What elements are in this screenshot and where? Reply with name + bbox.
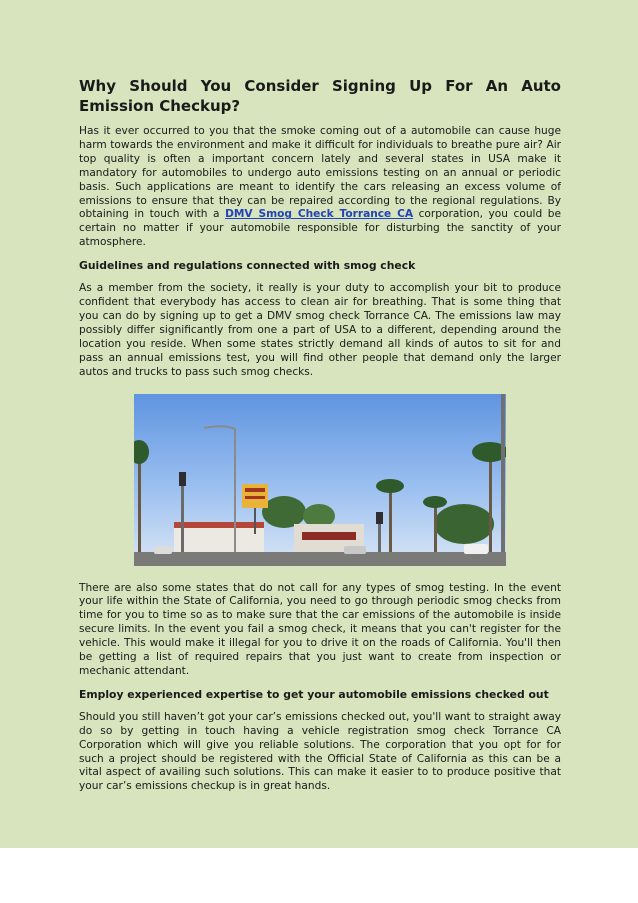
- closing-paragraph: Should you still haven’t got your car’s emissions checked out, you'll want to straight away do so by getting in touch having a vehicle registration smog check Torrance CA Corporation which will give you reliable solutions. The corporation that you opt for for such a project should be registered with the Official State of California as this can be a vital aspect of availing such solutions. This can make it easier to to produce positive that your car’s emissions checkup is in great hands.: [79, 710, 561, 793]
- guidelines-paragraph: As a member from the society, it really is your duty to accomplish your bit to produce confident that everybody has access to clean air for breathing. That is some thing that you can do by signing up to get a DMV smog check Torrance CA. The emissions law may possibly differ significantly from one a part of USA to a different, depending around the location you reside. When some states strictly demand all kinds of autos to sit for and pass an annual emissions test, you will find other people that demand only the larger autos and trucks to pass such smog checks.: [79, 282, 561, 378]
- document-body: [79, 76, 561, 803]
- intro-paragraph: [79, 125, 561, 250]
- street-photo: [134, 394, 506, 566]
- intro-text-before-link: Has it ever occurred to you that the smoke coming out of a automobile can cause huge harm towards the environment and make it difficult for individuals to breathe pure air? Air top quality is often a important concern lately and several states in USA make it mandatory for automobiles to undergo auto emissions testing on an annual or periodic basis. Such applications are meant to identify the cars releasing an excess volume of emissions to ensure that they can be repaired according to the regional regulations. By obtaining in touch with a: [79, 125, 561, 221]
- section-heading-expertise: Employ experienced expertise to get your automobile emissions checked out: [79, 687, 549, 701]
- intro-text-after-link: corporation, you could be certain no matter if your automobile responsible for disturbing the sanctity of your atmosphere.: [79, 208, 561, 249]
- dmv-smog-check-link[interactable]: DMV Smog Check Torrance CA: [225, 208, 414, 221]
- california-paragraph: There are also some states that do not call for any types of smog testing. In the event your life within the State of California, you need to go through periodic smog checks from time for you to time so as to make sure that the car emissions of the automobile is inside secure limits. In the event you fail a smog check, it means that you can't register for the vehicle. This would make it illegal for you to drive it on the roads of California. You'll then be getting a list of required repairs that you just want to create from inspection or mechanic attendant.: [79, 581, 561, 677]
- page-title: Why Should You Consider Signing Up For An Auto Emission Checkup?: [79, 77, 561, 115]
- section-heading-guidelines: Guidelines and regulations connected with smog check: [79, 259, 416, 273]
